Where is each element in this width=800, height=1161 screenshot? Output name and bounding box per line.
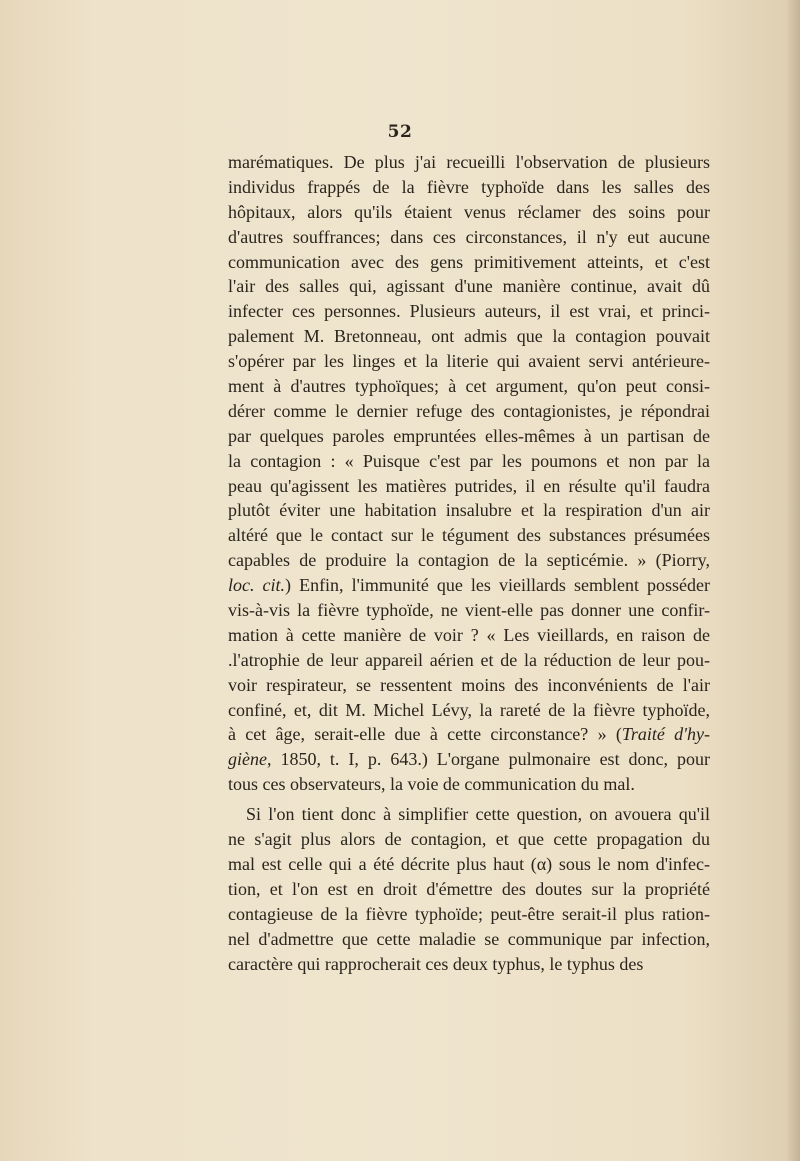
text-line: palement M. Bretonneau, ont admis que la contagion pouvait	[228, 326, 710, 347]
text-line: ment à d'autres typhoïques; à cet argument, qu'on peut consi-	[228, 376, 710, 397]
text-line: tous ces observateurs, la voie de communication du mal.	[228, 774, 635, 795]
text-line: capables de produire la contagion de la septicémie. » (Piorry,	[228, 550, 710, 571]
text-line: infecter ces personnes. Plusieurs auteurs, il est vrai, et princi-	[228, 301, 710, 322]
text-line: la contagion : « Puisque c'est par les poumons et non par la	[228, 450, 710, 471]
text-line: mal est celle qui a été décrite plus haut (α) sous le nom d'infec-	[228, 853, 710, 874]
text-line: caractère qui rapprocherait ces deux typhus, le typhus des	[228, 953, 644, 974]
text-line: plutôt éviter une habitation insalubre et la respiration d'un air	[228, 500, 710, 521]
text-line: peau qu'agissent les matières putrides, il en résulte qu'il faudra	[228, 475, 710, 496]
text-line: vis-à-vis la fièvre typhoïde, ne vient-elle pas donner une confir-	[228, 600, 710, 621]
text-line: par quelques paroles empruntées elles-mêmes à un partisan de	[228, 425, 710, 446]
text-line: altéré que le contact sur le tégument des substances présumées	[228, 525, 710, 546]
text-line: hôpitaux, alors qu'ils étaient venus réclamer des soins pour	[228, 201, 710, 222]
text-line: Si l'on tient donc à simplifier cette question, on avouera qu'il	[246, 804, 710, 825]
text-line: mation à cette manière de voir ? « Les vieillards, en raison de	[228, 624, 710, 645]
body-text	[228, 150, 710, 976]
text-line: dérer comme le dernier refuge des contagionistes, je répondrai	[228, 400, 710, 421]
text-line: .l'atrophie de leur appareil aérien et de la réduction de leur pou-	[228, 649, 710, 670]
italic-citation: Traité d'hy-	[621, 724, 710, 745]
text-line: l'air des salles qui, agissant d'une manière continue, avait dû	[228, 276, 710, 297]
italic-citation: giène	[228, 749, 267, 770]
page-number: 52	[387, 122, 413, 142]
text-line: voir respirateur, se ressentent moins des inconvénients de l'air	[228, 674, 710, 695]
text-line: s'opérer par les linges et la literie qui avaient servi antérieure-	[228, 351, 710, 372]
text-line: contagieuse de la fièvre typhoïde; peut-être serait-il plus ration-	[228, 903, 710, 924]
italic-citation: loc. cit.	[228, 575, 286, 596]
text-line: à cet âge, serait-elle due à cette circonstance? » (Traité d'hy-	[228, 724, 710, 745]
text-line: confiné, et, dit M. Michel Lévy, la rareté de la fièvre typhoïde,	[228, 699, 710, 720]
text-line: d'autres souffrances; dans ces circonstances, il n'y eut aucune	[228, 226, 710, 247]
text-line: loc. cit.) Enfin, l'immunité que les vieillards semblent posséder	[228, 575, 710, 596]
text-line: communication avec des gens primitivement atteints, et c'est	[228, 251, 710, 272]
text-line: individus frappés de la fièvre typhoïde dans les salles des	[228, 176, 710, 197]
page-edge-shadow	[786, 0, 800, 1161]
text-line: giène, 1850, t. I, p. 643.) L'organe pulmonaire est donc, pour	[228, 749, 710, 770]
text-line: ne s'agit plus alors de contagion, et que cette propagation du	[228, 829, 710, 850]
text-line: tion, et l'on est en droit d'émettre des doutes sur la propriété	[228, 878, 710, 899]
text-line: marématiques. De plus j'ai recueilli l'observation de plusieurs	[228, 152, 710, 172]
text-line: nel d'admettre que cette maladie se communique par infection,	[228, 928, 710, 949]
